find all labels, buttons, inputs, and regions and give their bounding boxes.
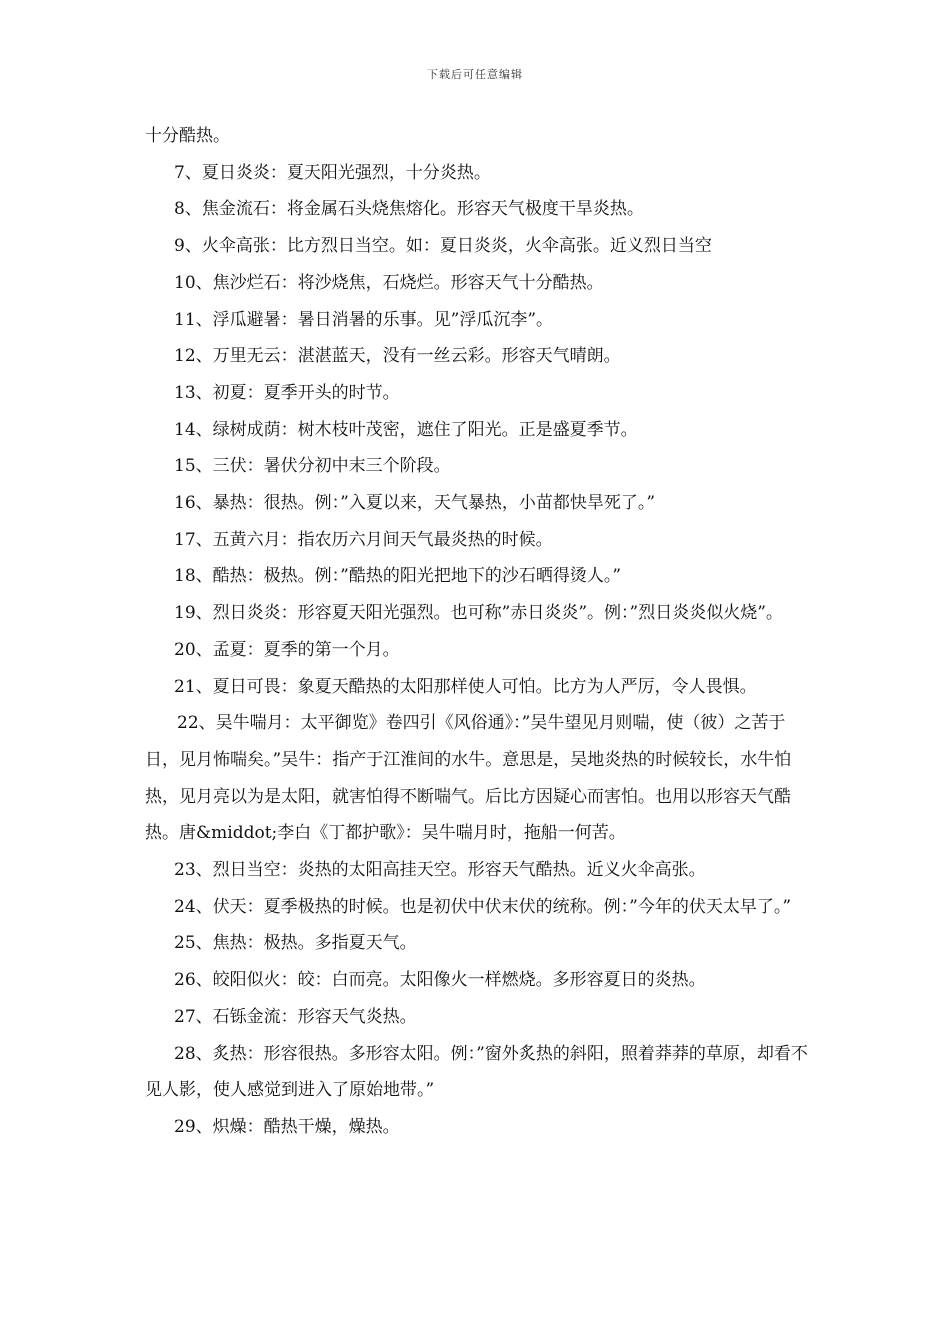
paragraph: 18、酷热：极热。例：”酷热的阳光把地下的沙石晒得烫人。” bbox=[174, 566, 622, 587]
paragraph: 11、浮瓜避暑：暑日消暑的乐事。见”浮瓜沉李”。 bbox=[174, 309, 554, 330]
paragraph: 26、皎阳似火：皎：白而亮。太阳像火一样燃烧。多形容夏日的炎热。 bbox=[174, 970, 706, 991]
paragraph: 29、炽燥：酷热干燥，燥热。 bbox=[174, 1116, 400, 1137]
paragraph: 17、五黄六月：指农历六月间天气最炎热的时候。 bbox=[174, 529, 553, 550]
paragraph: 21、夏日可畏：象夏天酷热的太阳那样使人可怕。比方为人严厉，令人畏惧。 bbox=[174, 676, 757, 697]
paragraph: 10、焦沙烂石：将沙烧焦，石烧烂。形容天气十分酷热。 bbox=[174, 272, 604, 293]
paragraph: 24、伏天：夏季极热的时候。也是初伏中伏末伏的统称。例：”今年的伏天太早了。” bbox=[174, 896, 792, 917]
paragraph: 13、初夏：夏季开头的时节。 bbox=[174, 382, 400, 403]
paragraph: 23、烈日当空：炎热的太阳高挂天空。形容天气酷热。近义火伞高张。 bbox=[174, 860, 706, 881]
paragraph: 27、石铄金流：形容天气炎热。 bbox=[174, 1006, 417, 1027]
paragraph: 25、焦热：极热。多指夏天气。 bbox=[174, 933, 417, 954]
paragraph: 14、绿树成荫：树木枝叶茂密，遮住了阳光。正是盛夏季节。 bbox=[174, 419, 638, 440]
paragraph: 十分酷热。 bbox=[145, 126, 230, 146]
document-body bbox=[145, 118, 813, 1146]
paragraph: 28、炙热：形容很热。多形容太阳。例：”窗外炙热的斜阳，照着莽莽的草原，却看不见人影，使人感觉到进入了原始地带。” bbox=[145, 1043, 808, 1101]
paragraph: 15、三伏：暑伏分初中末三个阶段。 bbox=[174, 456, 451, 477]
paragraph: 20、孟夏：夏季的第一个月。 bbox=[174, 639, 400, 660]
paragraph: 16、暴热：很热。例：”入夏以来，天气暴热，小苗都快旱死了。” bbox=[174, 493, 656, 514]
paragraph: 19、烈日炎炎：形容夏天阳光强烈。也可称”赤日炎炎”。例：”烈日炎炎似火烧”。 bbox=[174, 603, 783, 624]
paragraph: 9、火伞高张：比方烈日当空。如：夏日炎炎，火伞高张。近义烈日当空 bbox=[174, 236, 712, 257]
paragraph: 8、焦金流石：将金属石头烧焦熔化。形容天气极度干旱炎热。 bbox=[174, 199, 644, 220]
paragraph: 7、夏日炎炎：夏天阳光强烈，十分炎热。 bbox=[174, 162, 491, 183]
paragraph: 22、吴牛喘月：太平御览》卷四引《风俗通》：”吴牛望见月则喘，使（彼）之苦于日，见月怖喘矣。”吴牛：指产于江淮间的水牛。意思是，吴地炎热的时候较长，水牛怕热，见月亮以为是太阳，就害怕得不断喘气。后比方因疑心而害怕。也用以形容天气酷热。唐&middot;李白《丁都护歌》：吴牛喘月时，拖船一何苦。 bbox=[145, 713, 792, 844]
page-header: 下载后可任意编辑 bbox=[427, 68, 523, 81]
paragraph: 12、万里无云：湛湛蓝天，没有一丝云彩。形容天气晴朗。 bbox=[174, 346, 621, 367]
